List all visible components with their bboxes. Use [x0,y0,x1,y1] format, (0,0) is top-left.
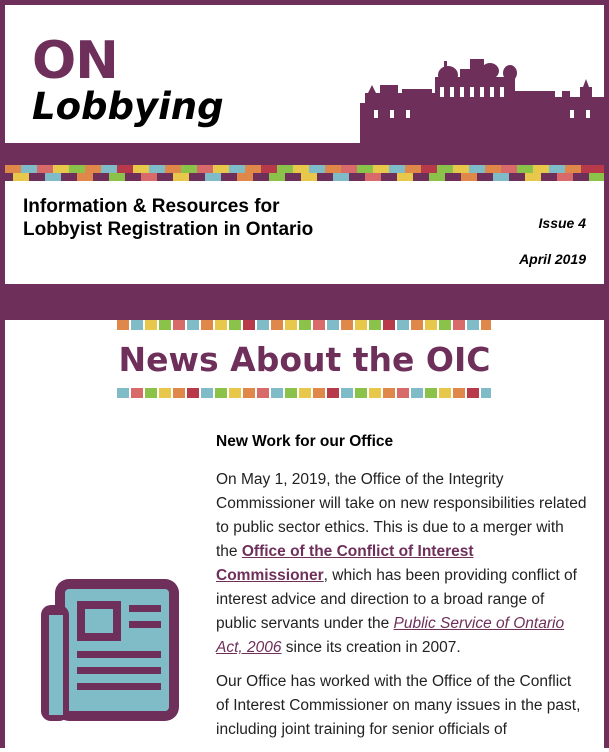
header-info [5,181,604,284]
paragraph-text: since its creation in 2007. [281,639,461,656]
section-heading: News About the OIC [118,340,491,379]
issue-number: Issue 4 [538,215,586,231]
article-paragraph-2: Our Office has worked with the Office of the Conflict of Interest Commissioner on many issues in the past, including joint training for senior officials of [216,673,581,738]
paragraph-text: On May 1, 2019, the Office of the Integrity Commissioner will take on new responsibilities related to public sector ethics. This is due to a merger with the [216,471,587,560]
issue-date: April 2019 [519,251,586,267]
legislative-building-icon [340,55,609,145]
logo-on: ON [32,31,118,91]
mosaic-strip-top [5,165,604,181]
article [216,430,588,752]
article-paragraph-1 [216,468,588,660]
logo-lobbying: Lobbying [32,85,224,128]
paragraph-text: , which has been providing conflict of interest advice and direction to a broad range of public servants under the [216,567,577,632]
article-title: New Work for our Office [216,433,394,450]
newsletter-title: Information & Resources for Lobbyist Registration in Ontario [23,196,314,240]
newspaper-icon [37,575,185,725]
conflict-commissioner-link[interactable]: Office of the Conflict of Interest Commissioner [216,543,474,584]
public-service-act-link[interactable]: Public Service of Ontario Act, 2006 [216,615,565,656]
